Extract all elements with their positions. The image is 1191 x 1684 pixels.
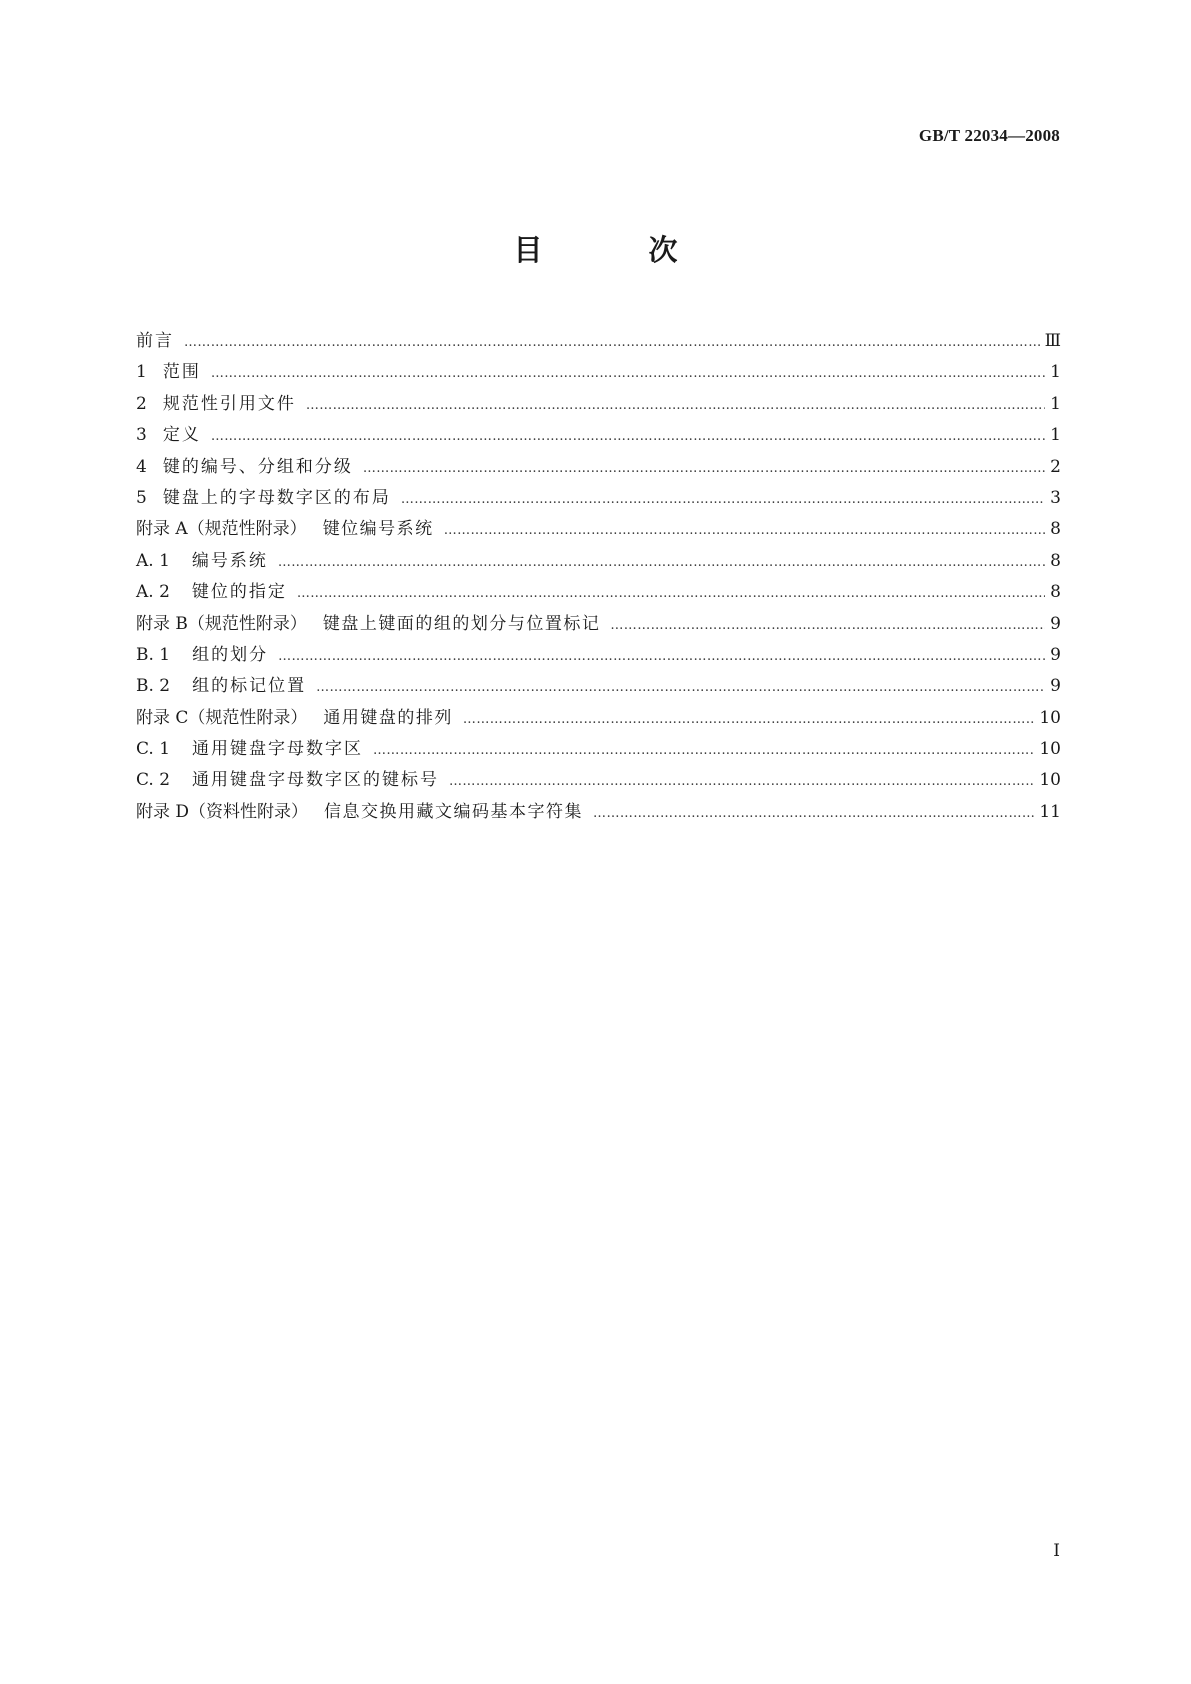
toc-entry-page: 9 xyxy=(1050,676,1061,697)
toc-entry-label: 组的标记位置 xyxy=(192,676,307,697)
toc-entry-2[interactable] xyxy=(136,389,1061,420)
toc-entry-number: B. 2 xyxy=(136,676,171,697)
toc-entry-page: 3 xyxy=(1050,487,1061,508)
toc-entry-page: 9 xyxy=(1050,644,1061,665)
toc-entry-label: 键盘上键面的组的划分与位置标记 xyxy=(322,613,601,634)
toc-entry-number: 5 xyxy=(136,487,147,508)
toc-entry-label: 范围 xyxy=(162,362,201,383)
toc-entry-page: 10 xyxy=(1039,707,1061,728)
page-title: 目 次 xyxy=(513,233,726,267)
toc-entry-5[interactable] xyxy=(136,483,1061,514)
toc-entry-number: 附录 B（规范性附录） xyxy=(136,613,307,634)
toc-entry-label: 编号系统 xyxy=(191,550,268,571)
toc-entry-number: 3 xyxy=(136,425,147,446)
toc-entry-page: 1 xyxy=(1050,362,1061,383)
toc-entry-3[interactable] xyxy=(136,420,1061,451)
toc-entry-page: 8 xyxy=(1050,550,1061,571)
toc-entry-a2[interactable] xyxy=(136,577,1061,608)
toc-leader-dots xyxy=(463,704,1035,735)
toc-entry-number: B. 1 xyxy=(136,644,171,665)
toc-leader-dots xyxy=(211,421,1045,452)
toc-leader-dots xyxy=(610,610,1045,641)
toc-entry-page: Ⅲ xyxy=(1044,331,1061,351)
toc-entry-page: 8 xyxy=(1050,519,1061,540)
toc-entry-b2[interactable] xyxy=(136,671,1061,702)
page-number: Ⅰ xyxy=(1053,1541,1060,1560)
toc-entry-page: 1 xyxy=(1050,425,1061,446)
toc-entry-foreword[interactable] xyxy=(136,326,1061,357)
table-of-contents xyxy=(136,326,1061,828)
toc-entry-page: 10 xyxy=(1039,739,1061,760)
toc-leader-dots xyxy=(401,484,1045,515)
toc-entry-number: 2 xyxy=(136,393,147,414)
toc-leader-dots xyxy=(444,515,1045,546)
toc-entry-label: 信息交换用藏文编码基本字符集 xyxy=(324,801,584,822)
toc-leader-dots xyxy=(363,453,1045,484)
toc-entry-label: 通用键盘字母数字区的键标号 xyxy=(192,770,440,791)
toc-entry-page: 11 xyxy=(1039,801,1061,822)
toc-entry-annex-d[interactable] xyxy=(136,797,1061,828)
toc-entry-number: C. 1 xyxy=(136,739,171,760)
toc-entry-label: 通用键盘的排列 xyxy=(323,707,453,728)
toc-entry-annex-c[interactable] xyxy=(136,703,1061,734)
toc-entry-number: C. 2 xyxy=(136,770,171,791)
toc-entry-page: 9 xyxy=(1050,613,1061,634)
toc-leader-dots xyxy=(449,766,1035,797)
standard-code: GB/T 22034—2008 xyxy=(918,126,1060,145)
toc-leader-dots xyxy=(211,358,1045,389)
toc-entry-label: 键盘上的字母数字区的布局 xyxy=(162,487,391,508)
toc-entry-b1[interactable] xyxy=(136,640,1061,671)
toc-entry-number: A. 1 xyxy=(136,550,170,571)
toc-entry-label: 通用键盘字母数字区 xyxy=(192,739,364,760)
toc-entry-number: A. 2 xyxy=(136,582,170,603)
toc-entry-page: 1 xyxy=(1050,393,1061,414)
toc-leader-dots xyxy=(278,641,1045,672)
toc-entry-annex-b[interactable] xyxy=(136,609,1061,640)
toc-leader-dots xyxy=(593,798,1035,829)
toc-entry-number: 1 xyxy=(136,362,147,383)
toc-entry-label: 键位编号系统 xyxy=(322,519,434,540)
toc-entry-label: 前言 xyxy=(136,331,174,351)
toc-entry-4[interactable] xyxy=(136,452,1061,483)
toc-entry-page: 10 xyxy=(1039,770,1061,791)
toc-leader-dots xyxy=(278,547,1045,578)
toc-entry-label: 键位的指定 xyxy=(191,582,287,603)
toc-entry-page: 8 xyxy=(1050,582,1061,603)
toc-entry-number: 附录 C（规范性附录） xyxy=(136,707,308,728)
toc-leader-dots xyxy=(316,672,1045,703)
toc-leader-dots xyxy=(297,578,1045,609)
toc-leader-dots xyxy=(373,735,1035,766)
toc-entry-label: 键的编号、分组和分级 xyxy=(162,456,353,477)
toc-entry-annex-a[interactable] xyxy=(136,514,1061,545)
toc-entry-label: 组的划分 xyxy=(192,644,269,665)
toc-entry-number: 4 xyxy=(136,456,147,477)
toc-entry-number: 附录 A（规范性附录） xyxy=(136,519,307,540)
toc-entry-label: 定义 xyxy=(162,425,201,446)
toc-entry-a1[interactable] xyxy=(136,546,1061,577)
toc-entry-1[interactable] xyxy=(136,357,1061,388)
toc-entry-c2[interactable] xyxy=(136,765,1061,796)
toc-leader-dots xyxy=(306,390,1045,421)
toc-entry-page: 2 xyxy=(1050,456,1061,477)
toc-entry-c1[interactable] xyxy=(136,734,1061,765)
toc-entry-number: 附录 D（资料性附录） xyxy=(136,801,309,822)
toc-entry-label: 规范性引用文件 xyxy=(162,393,296,414)
toc-leader-dots xyxy=(184,327,1041,358)
